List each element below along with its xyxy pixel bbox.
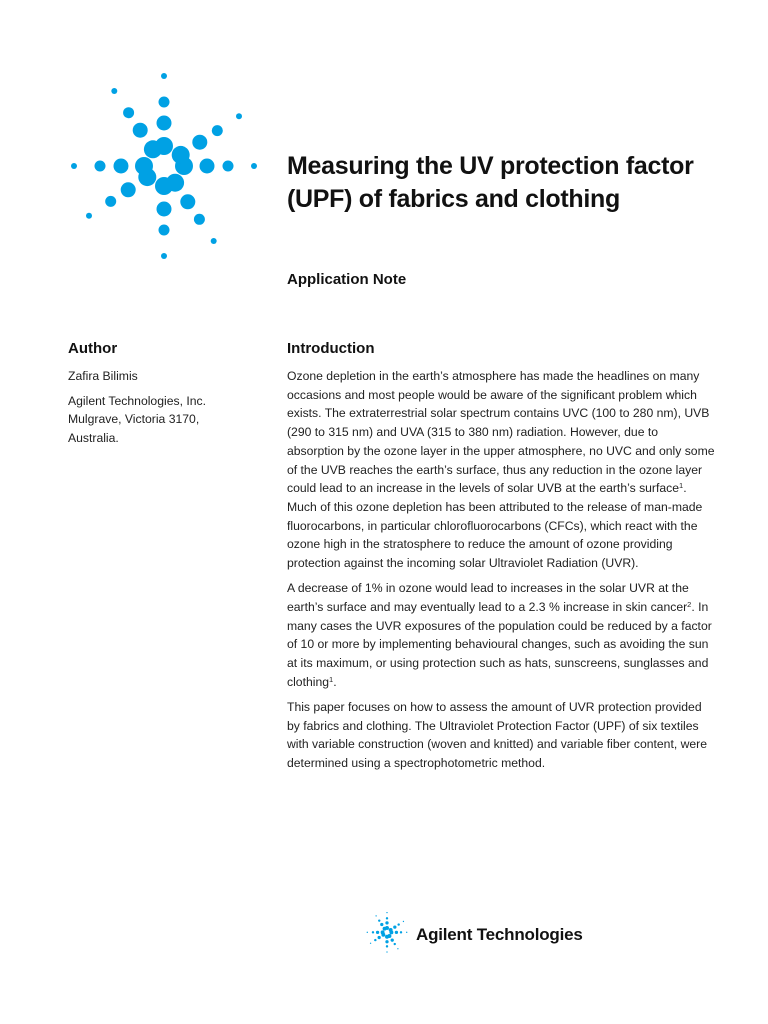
logo-dot bbox=[385, 935, 389, 939]
logo-dot bbox=[386, 951, 387, 952]
logo-dot bbox=[389, 928, 393, 932]
logo-dot bbox=[86, 213, 92, 219]
logo-dot bbox=[211, 238, 217, 244]
logo-dot bbox=[192, 135, 207, 150]
agilent-spark-icon bbox=[364, 910, 410, 956]
logo-dot bbox=[121, 182, 136, 197]
logo-dot bbox=[212, 125, 223, 136]
logo-dot bbox=[395, 931, 398, 934]
logo-dot bbox=[393, 925, 396, 928]
citation-ref: 1 bbox=[679, 481, 684, 491]
intro-paragraph: This paper focuses on how to assess the amount of UVR protection provided by fabrics and clothing. The Ultraviolet Protection Factor (UPF) of six textiles with variable construction (woven and knitted) and variable fiber content, were determined using a spectrophotometric method. bbox=[287, 699, 708, 771]
logo-dot bbox=[397, 948, 398, 949]
logo-dot bbox=[200, 159, 215, 174]
affiliation-line: Australia. bbox=[68, 430, 119, 445]
brand-name: Agilent Technologies bbox=[416, 925, 583, 944]
paragraph-text: . In many cases the UVR exposures of the population could be reduced by a factor of 10 or more by implementing behavioural changes, such as avoiding the sun at its maximum, or using protection such as hats, sunscreens, sunglasses and clothing bbox=[287, 599, 712, 689]
logo-dot bbox=[71, 163, 77, 169]
logo-dot bbox=[397, 923, 399, 925]
logo-dot bbox=[236, 113, 242, 119]
logo-dot bbox=[161, 73, 167, 79]
logo-dot bbox=[367, 932, 368, 933]
logo-dot bbox=[157, 116, 172, 131]
logo-dot bbox=[385, 926, 389, 930]
paragraph-text: A decrease of 1% in ozone would lead to increases in the solar UVR at the earth’s surface and may eventually lead to a 2.3 % increase in skin cancer bbox=[287, 581, 689, 614]
logo-dot bbox=[223, 161, 234, 172]
agilent-spark-logo bbox=[64, 64, 264, 274]
paragraph-text: . bbox=[333, 674, 337, 689]
intro-paragraph bbox=[287, 579, 717, 691]
logo-dot bbox=[374, 939, 376, 941]
logo-dot bbox=[135, 157, 153, 175]
logo-dot bbox=[385, 921, 388, 924]
logo-dot bbox=[375, 915, 376, 916]
logo-dot bbox=[133, 123, 148, 138]
logo-dot bbox=[391, 939, 394, 942]
logo-dot bbox=[378, 919, 380, 921]
logo-dot bbox=[194, 214, 205, 225]
author-block bbox=[68, 367, 258, 453]
logo-dot bbox=[386, 945, 388, 947]
logo-dot bbox=[381, 930, 385, 934]
author-name: Zafira Bilimis bbox=[68, 369, 138, 383]
logo-dot bbox=[251, 163, 257, 169]
logo-dot bbox=[155, 137, 173, 155]
logo-dot bbox=[157, 202, 172, 217]
logo-dot bbox=[372, 931, 374, 933]
logo-dot bbox=[370, 943, 371, 944]
logo-dot bbox=[105, 196, 116, 207]
paragraph-text: Ozone depletion in the earth’s atmosphere has made the headlines on many occasions and most people would be aware of the significant problem which exists. The extraterrestrial solar spectrum contains UVC (100 to 280 nm), UVB (290 to 315 nm) and UVA (315 to 380 nm) radiation. However, due to absorption by the ozone layer in the upper atmosphere, no UVC and only some of the UVB reaches the earth’s surface, thus any reduction in the ozone layer could lead to an increase in the levels of solar UVB at the earth’s surface bbox=[287, 369, 715, 496]
logo-dot bbox=[180, 194, 195, 209]
logo-dot bbox=[114, 159, 129, 174]
document-subtitle: Application Note bbox=[287, 271, 407, 288]
citation-ref: 1 bbox=[329, 674, 334, 684]
logo-dot bbox=[386, 912, 387, 913]
logo-dot bbox=[111, 88, 117, 94]
logo-dot bbox=[378, 936, 381, 939]
logo-dot bbox=[406, 932, 407, 933]
logo-dot bbox=[123, 107, 134, 118]
paragraph-text: . Much of this ozone depletion has been attributed to the release of man-made fluorocarbons, in particular chlorofluorocarbons (CFCs), which react with the ozone high in the stratosphere to reduce the amount of ozone providing protection against the incoming solar Ultraviolet Radiation (UVR). bbox=[287, 481, 703, 571]
document-title: Measuring the UV protection factor (UPF) of fabrics and clothing bbox=[287, 152, 694, 213]
logo-dot bbox=[386, 917, 388, 919]
introduction-body bbox=[287, 367, 717, 779]
logo-dot bbox=[159, 97, 170, 108]
logo-dot bbox=[376, 931, 379, 934]
introduction-heading: Introduction bbox=[287, 340, 375, 357]
logo-dot bbox=[155, 177, 173, 195]
author-affiliation bbox=[68, 392, 258, 448]
intro-paragraph bbox=[287, 367, 717, 573]
logo-dot bbox=[380, 923, 383, 926]
author-heading: Author bbox=[68, 340, 118, 357]
logo-dot bbox=[172, 146, 190, 164]
logo-dot bbox=[394, 943, 396, 945]
logo-dot bbox=[403, 921, 404, 922]
logo-dot bbox=[159, 225, 170, 236]
affiliation-line: Mulgrave, Victoria 3170, bbox=[68, 412, 200, 427]
logo-dot bbox=[95, 161, 106, 172]
logo-dot bbox=[400, 931, 402, 933]
affiliation-line: Agilent Technologies, Inc. bbox=[68, 393, 206, 408]
logo-dot bbox=[161, 253, 167, 259]
footer-brand-logo bbox=[364, 910, 594, 958]
citation-ref: 2 bbox=[687, 599, 692, 609]
logo-dot bbox=[385, 940, 388, 943]
